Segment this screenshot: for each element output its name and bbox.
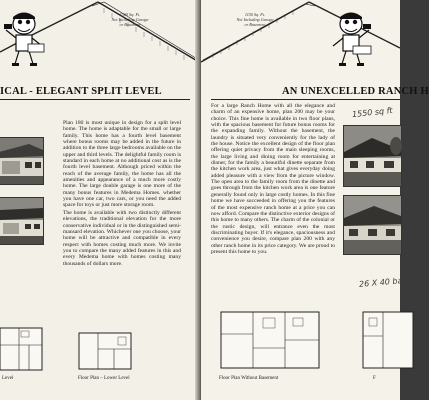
left-body-text bbox=[63, 120, 181, 268]
floor-plan-lower bbox=[78, 327, 134, 371]
sqft-line: or Basement bbox=[119, 22, 141, 27]
floor-plan-without-basement bbox=[219, 304, 323, 372]
ranch-photo-colonial bbox=[343, 125, 402, 187]
sqft-note bbox=[100, 12, 160, 27]
headline-rule bbox=[0, 99, 190, 100]
sqft-line: 1150 Sq. Ft. bbox=[244, 12, 266, 17]
body-paragraph: The home is available with two distinctly different elevations, the traditional elevation for the more conservative individual or in the distinguished semi-mansard elevation. Whichever one you choose, your home will be attractive and compatible in every respect with homes costing much more. We invite you to compare the many added features in this and every Medema home with homes costing many thousands of dollars more. bbox=[63, 209, 181, 267]
caption-plan-with-basement: F bbox=[373, 376, 376, 381]
builder-mascot-icon bbox=[329, 8, 373, 68]
handwritten-note: 1550 sq ft bbox=[351, 105, 394, 120]
floor-plan-upper bbox=[0, 327, 45, 371]
page-headline: AN UNEXCELLED RANCH H bbox=[282, 86, 429, 97]
caption-upper-level: Level bbox=[2, 376, 14, 381]
headline-rule bbox=[211, 99, 400, 100]
caption-plan-without-basement: Floor Plan Without Basement bbox=[219, 376, 279, 381]
sqft-note bbox=[225, 12, 285, 27]
right-page bbox=[201, 0, 429, 400]
house-photo-mansard bbox=[0, 197, 44, 245]
sqft-line: Not Including Garage bbox=[236, 17, 274, 22]
house-photo-traditional bbox=[0, 137, 44, 185]
body-paragraph: For a large Ranch Home with all the elegance and charm of an expensive home, plan 200 may be your choice. This fine home is available in two floor plans, with the spacious basement for future bonus rooms for the expanding family. Without the basement, the laundry is situated very conveniently for the lady of the house. Notice the excellent design of the floor plan offering quiet privacy from the main sleeping rooms, the large living and dining room for entertaining at dinner, for the family a beautiful dinette separate from the kitchen work area, just what gives everyday doing added pleasure with a view from the picture window. The open area to the family room from the dinette and goes through from the kitchen work area is one feature generally found only in large costly homes. In this fine home we have succeeded in offering you the features of the most expensive ranch home at a price you can now afford. Compare the distinctive exterior designs of this home to many others. The charm of the colonial or the rustic design, will entrance even the most discriminating buyer. If it's elegance, spaciousness and convenience you desire, compare plan 200 with any other ranch home in its price category. We are proud to present this home to you. bbox=[211, 103, 335, 255]
left-page bbox=[0, 0, 199, 400]
right-body-text bbox=[211, 103, 335, 256]
sqft-line: 1300 Sq. Ft. bbox=[119, 12, 141, 17]
page-headline: ICAL - ELEGANT SPLIT LEVEL bbox=[0, 86, 162, 97]
ranch-photo-rustic bbox=[343, 195, 402, 255]
caption-lower-level: Floor Plan – Lower Level bbox=[78, 376, 130, 381]
builder-mascot-icon bbox=[2, 8, 46, 68]
body-paragraph: Plan 180 is most unique in design for a split level home. The home is adaptable for the small or large family. This home has a fourth level basement where bonus rooms may be added in the future in addition to the three large bedrooms available on the upper and third levels. The delightful family room is standard in each home at no additional cost as is the fourth level basement. Although priced within the reach of the average family, the home has all the amenities and appearance of a much more costly home. The large double garage is one more of the many bonus features in Medema Homes. whether you have one car, two cars, or you need the added space for toys or just more storage room. bbox=[63, 120, 181, 209]
handwritten-note: 26 X 40 ba bbox=[358, 276, 403, 289]
sqft-line: Not Including Garage bbox=[111, 17, 149, 22]
sqft-line: or Basement bbox=[244, 22, 266, 27]
floor-plan-with-basement bbox=[361, 304, 401, 372]
